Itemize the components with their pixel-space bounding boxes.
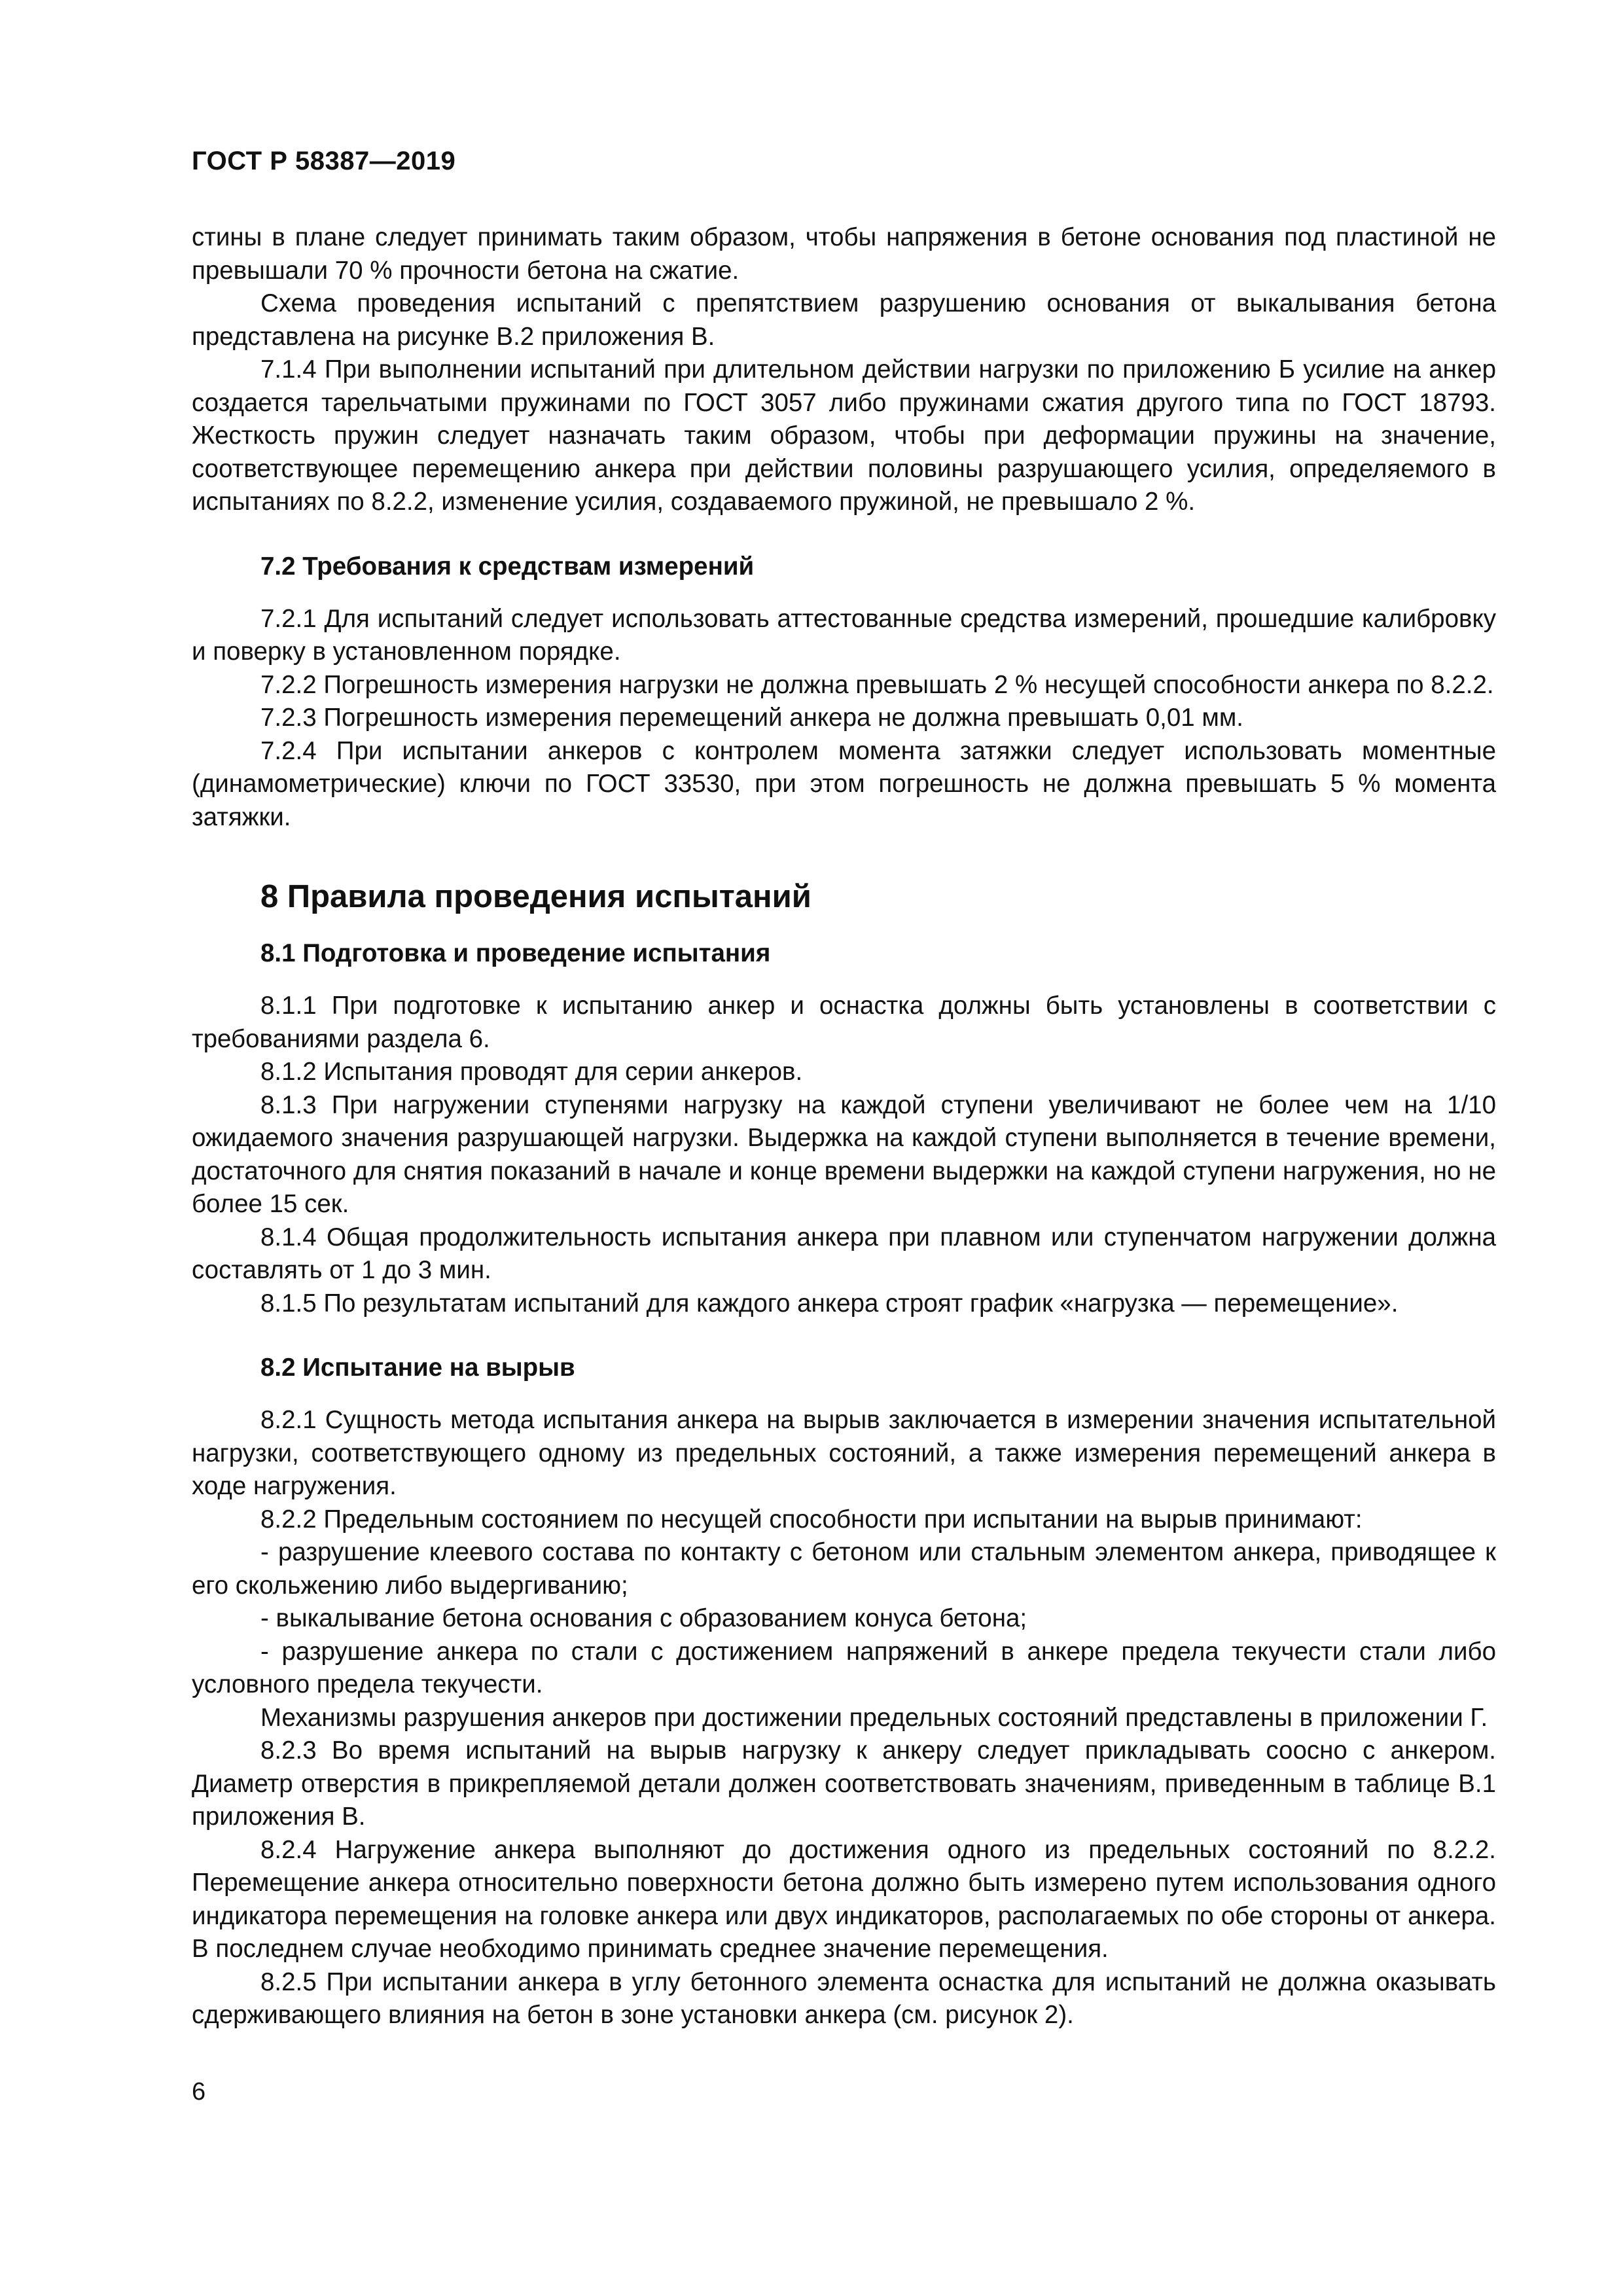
paragraph-7-1-4: 7.1.4 При выполнении испытаний при длительном действии нагрузки по приложению Б усилие на анкер создается тарельчатыми пружинами по ГОСТ 3057 либо пружинами сжатия другого типа по ГОСТ 18793. Жесткость пружин следует назначать таким образом, чтобы при деформации пружины на значение, соответствующее перемещению анкера при действии половины разрушающего усилия, определяемого в испытаниях по 8.2.2, изменение усилия, создаваемого пружиной, не превышало 2 %.	[192, 355, 1496, 516]
list-item-concrete-cone: - выкалывание бетона основания с образованием конуса бетона;	[260, 1604, 1027, 1632]
list-item-steel-failure: - разрушение анкера по стали с достижением напряжений в анкере предела текучести стали либо условного предела текучести.	[192, 1637, 1496, 1698]
document-body	[192, 221, 1496, 2032]
heading-8-1: 8.1 Подготовка и проведение испытания	[260, 939, 771, 967]
paragraph-8-1-3: 8.1.3 При нагружении ступенями нагрузку на каждой ступени увеличивают не более чем на 1/10 ожидаемого значения разрушающей нагрузки. Выдержка на каждой ступени выполняется в течение времени, достаточного для снятия показаний в начале и конце времени выдержки на каждой ступени нагружения, но не более 15 сек.	[192, 1090, 1496, 1218]
paragraph-8-2-4: 8.2.4 Нагружение анкера выполняют до достижения одного из предельных состояний по 8.2.2. Перемещение анкера относительно поверхности бетона должно быть измерено путем использования одного индикатора перемещения на головке анкера или двух индикаторов, располагаемых по обе стороны от анкера. В последнем случае необходимо принимать среднее значение перемещения.	[192, 1835, 1496, 1963]
page-number: 6	[192, 2078, 206, 2106]
paragraph-7-2-1: 7.2.1 Для испытаний следует использовать аттестованные средства измерений, прошедшие калибровку и поверку в установленном порядке.	[192, 604, 1496, 666]
paragraph-8-2-5: 8.2.5 При испытании анкера в углу бетонного элемента оснастка для испытаний не должна оказывать сдерживающего влияния на бетон в зоне установки анкера (см. рисунок 2).	[192, 1967, 1496, 2029]
list-item-adhesive-failure: - разрушение клеевого состава по контакту с бетоном или стальным элементом анкера, приводящее к его скольжению либо выдергиванию;	[192, 1538, 1496, 1600]
paragraph-8-2-1: 8.2.1 Сущность метода испытания анкера на вырыв заключается в измерении значения испытательной нагрузки, соответствующего одному из предельных состояний, а также измерения перемещений анкера в ходе нагружения.	[192, 1406, 1496, 1500]
paragraph-8-2-2: 8.2.2 Предельным состоянием по несущей способности при испытании на вырыв принимают:	[260, 1505, 1363, 1534]
paragraph-8-1-2: 8.1.2 Испытания проводят для серии анкеров.	[260, 1058, 803, 1086]
paragraph-8-1-1: 8.1.1 При подготовке к испытанию анкер и оснастка должны быть установлены в соответствии с требованиями раздела 6.	[192, 992, 1496, 1053]
paragraph-continuation: стины в плане следует принимать таким образом, чтобы напряжения в бетоне основания под пластиной не превышали 70 % прочности бетона на сжатие.	[192, 223, 1496, 285]
heading-section-8: 8 Правила проведения испытаний	[260, 879, 812, 914]
paragraph-7-2-2: 7.2.2 Погрешность измерения нагрузки не должна превышать 2 % несущей способности анкера по 8.2.2.	[260, 670, 1494, 699]
document-code-header: ГОСТ Р 58387—2019	[192, 147, 456, 175]
paragraph-7-2-3: 7.2.3 Погрешность измерения перемещений анкера не должна превышать 0,01 мм.	[260, 704, 1244, 732]
paragraph-7-2-4: 7.2.4 При испытании анкеров с контролем момента затяжки следует использовать моментные (динамометрические) ключи по ГОСТ 33530, при этом погрешность не должна превышать 5 % момента затяжки.	[192, 736, 1496, 831]
paragraph-8-1-4: 8.1.4 Общая продолжительность испытания анкера при плавном или ступенчатом нагружении должна составлять от 1 до 3 мин.	[192, 1223, 1496, 1284]
heading-8-2: 8.2 Испытание на вырыв	[260, 1354, 575, 1382]
paragraph-8-2-3: 8.2.3 Во время испытаний на вырыв нагрузку к анкеру следует прикладывать соосно с анкером. Диаметр отверстия в прикрепляемой детали должен соответствовать значениям, приведенным в таблице В.1 приложения В.	[192, 1736, 1496, 1831]
paragraph-failure-mechanisms: Механизмы разрушения анкеров при достижении предельных состояний представлены в приложении Г.	[260, 1703, 1488, 1732]
heading-7-2: 7.2 Требования к средствам измерений	[260, 552, 755, 581]
paragraph-8-1-5: 8.1.5 По результатам испытаний для каждого анкера строят график «нагрузка — перемещение».	[260, 1289, 1399, 1318]
paragraph-scheme: Схема проведения испытаний с препятствием разрушению основания от выкалывания бетона представлена на рисунке В.2 приложения В.	[192, 289, 1496, 351]
